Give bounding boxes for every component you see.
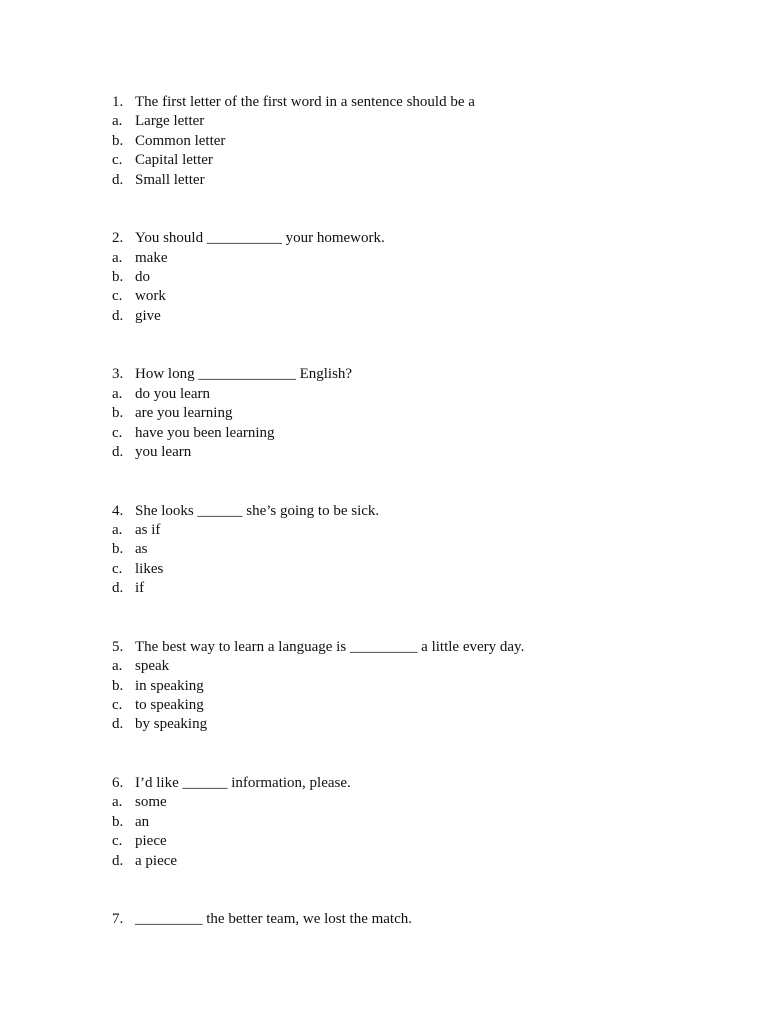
option-letter: a. bbox=[112, 658, 123, 675]
option-text: make bbox=[135, 249, 168, 266]
question-number: 1. bbox=[112, 94, 124, 110]
option-text: Common letter bbox=[135, 132, 226, 149]
option-letter: d. bbox=[112, 307, 124, 324]
question-text: I’d like ______ information, please. bbox=[135, 775, 351, 791]
question-line bbox=[112, 365, 712, 384]
option-text: some bbox=[135, 794, 167, 811]
option-text: as bbox=[135, 541, 148, 558]
question-text: You should __________ your homework. bbox=[135, 230, 385, 247]
question-text: How long _____________ English? bbox=[135, 366, 353, 383]
question-text: The first letter of the first word in a sentence should be a bbox=[135, 94, 475, 110]
option-text: you learn bbox=[135, 443, 192, 460]
answer-option bbox=[112, 852, 712, 871]
option-letter: a. bbox=[112, 794, 123, 811]
option-letter: d. bbox=[112, 443, 124, 460]
question-text: She looks ______ she’s going to be sick. bbox=[135, 502, 380, 519]
question-block bbox=[112, 910, 712, 929]
option-letter: b. bbox=[112, 405, 124, 422]
option-text: to speaking bbox=[135, 696, 204, 713]
option-letter: b. bbox=[112, 813, 124, 830]
answer-option bbox=[112, 424, 712, 443]
answer-option bbox=[112, 249, 712, 268]
answer-option bbox=[112, 132, 712, 151]
question-line bbox=[112, 638, 712, 657]
question-line bbox=[112, 910, 712, 929]
option-text: Capital letter bbox=[135, 152, 213, 169]
option-letter: b. bbox=[112, 541, 124, 558]
answer-option bbox=[112, 385, 712, 404]
option-text: Large letter bbox=[135, 113, 205, 130]
option-text: a piece bbox=[135, 852, 178, 869]
option-letter: b. bbox=[112, 132, 124, 149]
answer-option bbox=[112, 813, 712, 832]
answer-option bbox=[112, 696, 712, 715]
option-text: are you learning bbox=[135, 405, 233, 422]
question-line bbox=[112, 229, 712, 248]
option-text: if bbox=[135, 580, 145, 597]
question-block bbox=[112, 93, 712, 190]
option-text: Small letter bbox=[135, 171, 205, 188]
answer-option bbox=[112, 112, 712, 131]
question-number: 5. bbox=[112, 638, 124, 655]
answer-option bbox=[112, 832, 712, 851]
option-letter: c. bbox=[112, 424, 123, 441]
answer-option bbox=[112, 171, 712, 190]
question-number: 4. bbox=[112, 502, 124, 519]
option-text: do you learn bbox=[135, 385, 210, 402]
question-block bbox=[112, 502, 712, 599]
option-letter: d. bbox=[112, 852, 124, 869]
option-letter: a. bbox=[112, 113, 123, 130]
question-block bbox=[112, 638, 712, 735]
option-letter: d. bbox=[112, 171, 124, 188]
option-letter: c. bbox=[112, 288, 123, 305]
question-block bbox=[112, 774, 712, 871]
option-text: piece bbox=[135, 833, 167, 850]
answer-option bbox=[112, 560, 712, 579]
answer-option bbox=[112, 540, 712, 559]
option-text: an bbox=[135, 813, 150, 830]
question-block bbox=[112, 365, 712, 462]
question-line bbox=[112, 774, 712, 793]
option-letter: c. bbox=[112, 560, 123, 577]
answer-option bbox=[112, 793, 712, 812]
answer-option bbox=[112, 287, 712, 306]
option-letter: a. bbox=[112, 385, 123, 402]
option-text: work bbox=[135, 288, 166, 305]
answer-option bbox=[112, 151, 712, 170]
answer-option bbox=[112, 715, 712, 734]
option-letter: c. bbox=[112, 696, 123, 713]
question-number: 6. bbox=[112, 775, 124, 791]
question-text: _________ the better team, we lost the match. bbox=[135, 911, 413, 928]
option-letter: d. bbox=[112, 716, 124, 733]
question-line bbox=[112, 502, 712, 521]
option-text: do bbox=[135, 268, 150, 285]
answer-option bbox=[112, 657, 712, 676]
question-line bbox=[112, 93, 712, 112]
question-number: 2. bbox=[112, 230, 124, 247]
answer-option bbox=[112, 521, 712, 540]
option-letter: a. bbox=[112, 249, 123, 266]
question-block bbox=[112, 229, 712, 326]
option-text: in speaking bbox=[135, 677, 204, 694]
option-letter: c. bbox=[112, 833, 123, 850]
option-letter: a. bbox=[112, 521, 123, 538]
answer-option bbox=[112, 404, 712, 423]
option-text: by speaking bbox=[135, 716, 208, 733]
option-text: as if bbox=[135, 521, 161, 538]
option-text: likes bbox=[135, 560, 164, 577]
answer-option bbox=[112, 443, 712, 462]
option-text: speak bbox=[135, 658, 170, 675]
option-letter: b. bbox=[112, 677, 124, 694]
option-letter: b. bbox=[112, 268, 124, 285]
option-letter: d. bbox=[112, 580, 124, 597]
option-letter: c. bbox=[112, 152, 123, 169]
answer-option bbox=[112, 307, 712, 326]
answer-option bbox=[112, 268, 712, 287]
answer-option bbox=[112, 677, 712, 696]
question-text: The best way to learn a language is _________ a little every day. bbox=[135, 638, 525, 655]
option-text: have you been learning bbox=[135, 424, 275, 441]
question-number: 7. bbox=[112, 911, 124, 928]
option-text: give bbox=[135, 307, 161, 324]
answer-option bbox=[112, 579, 712, 598]
question-number: 3. bbox=[112, 366, 124, 383]
